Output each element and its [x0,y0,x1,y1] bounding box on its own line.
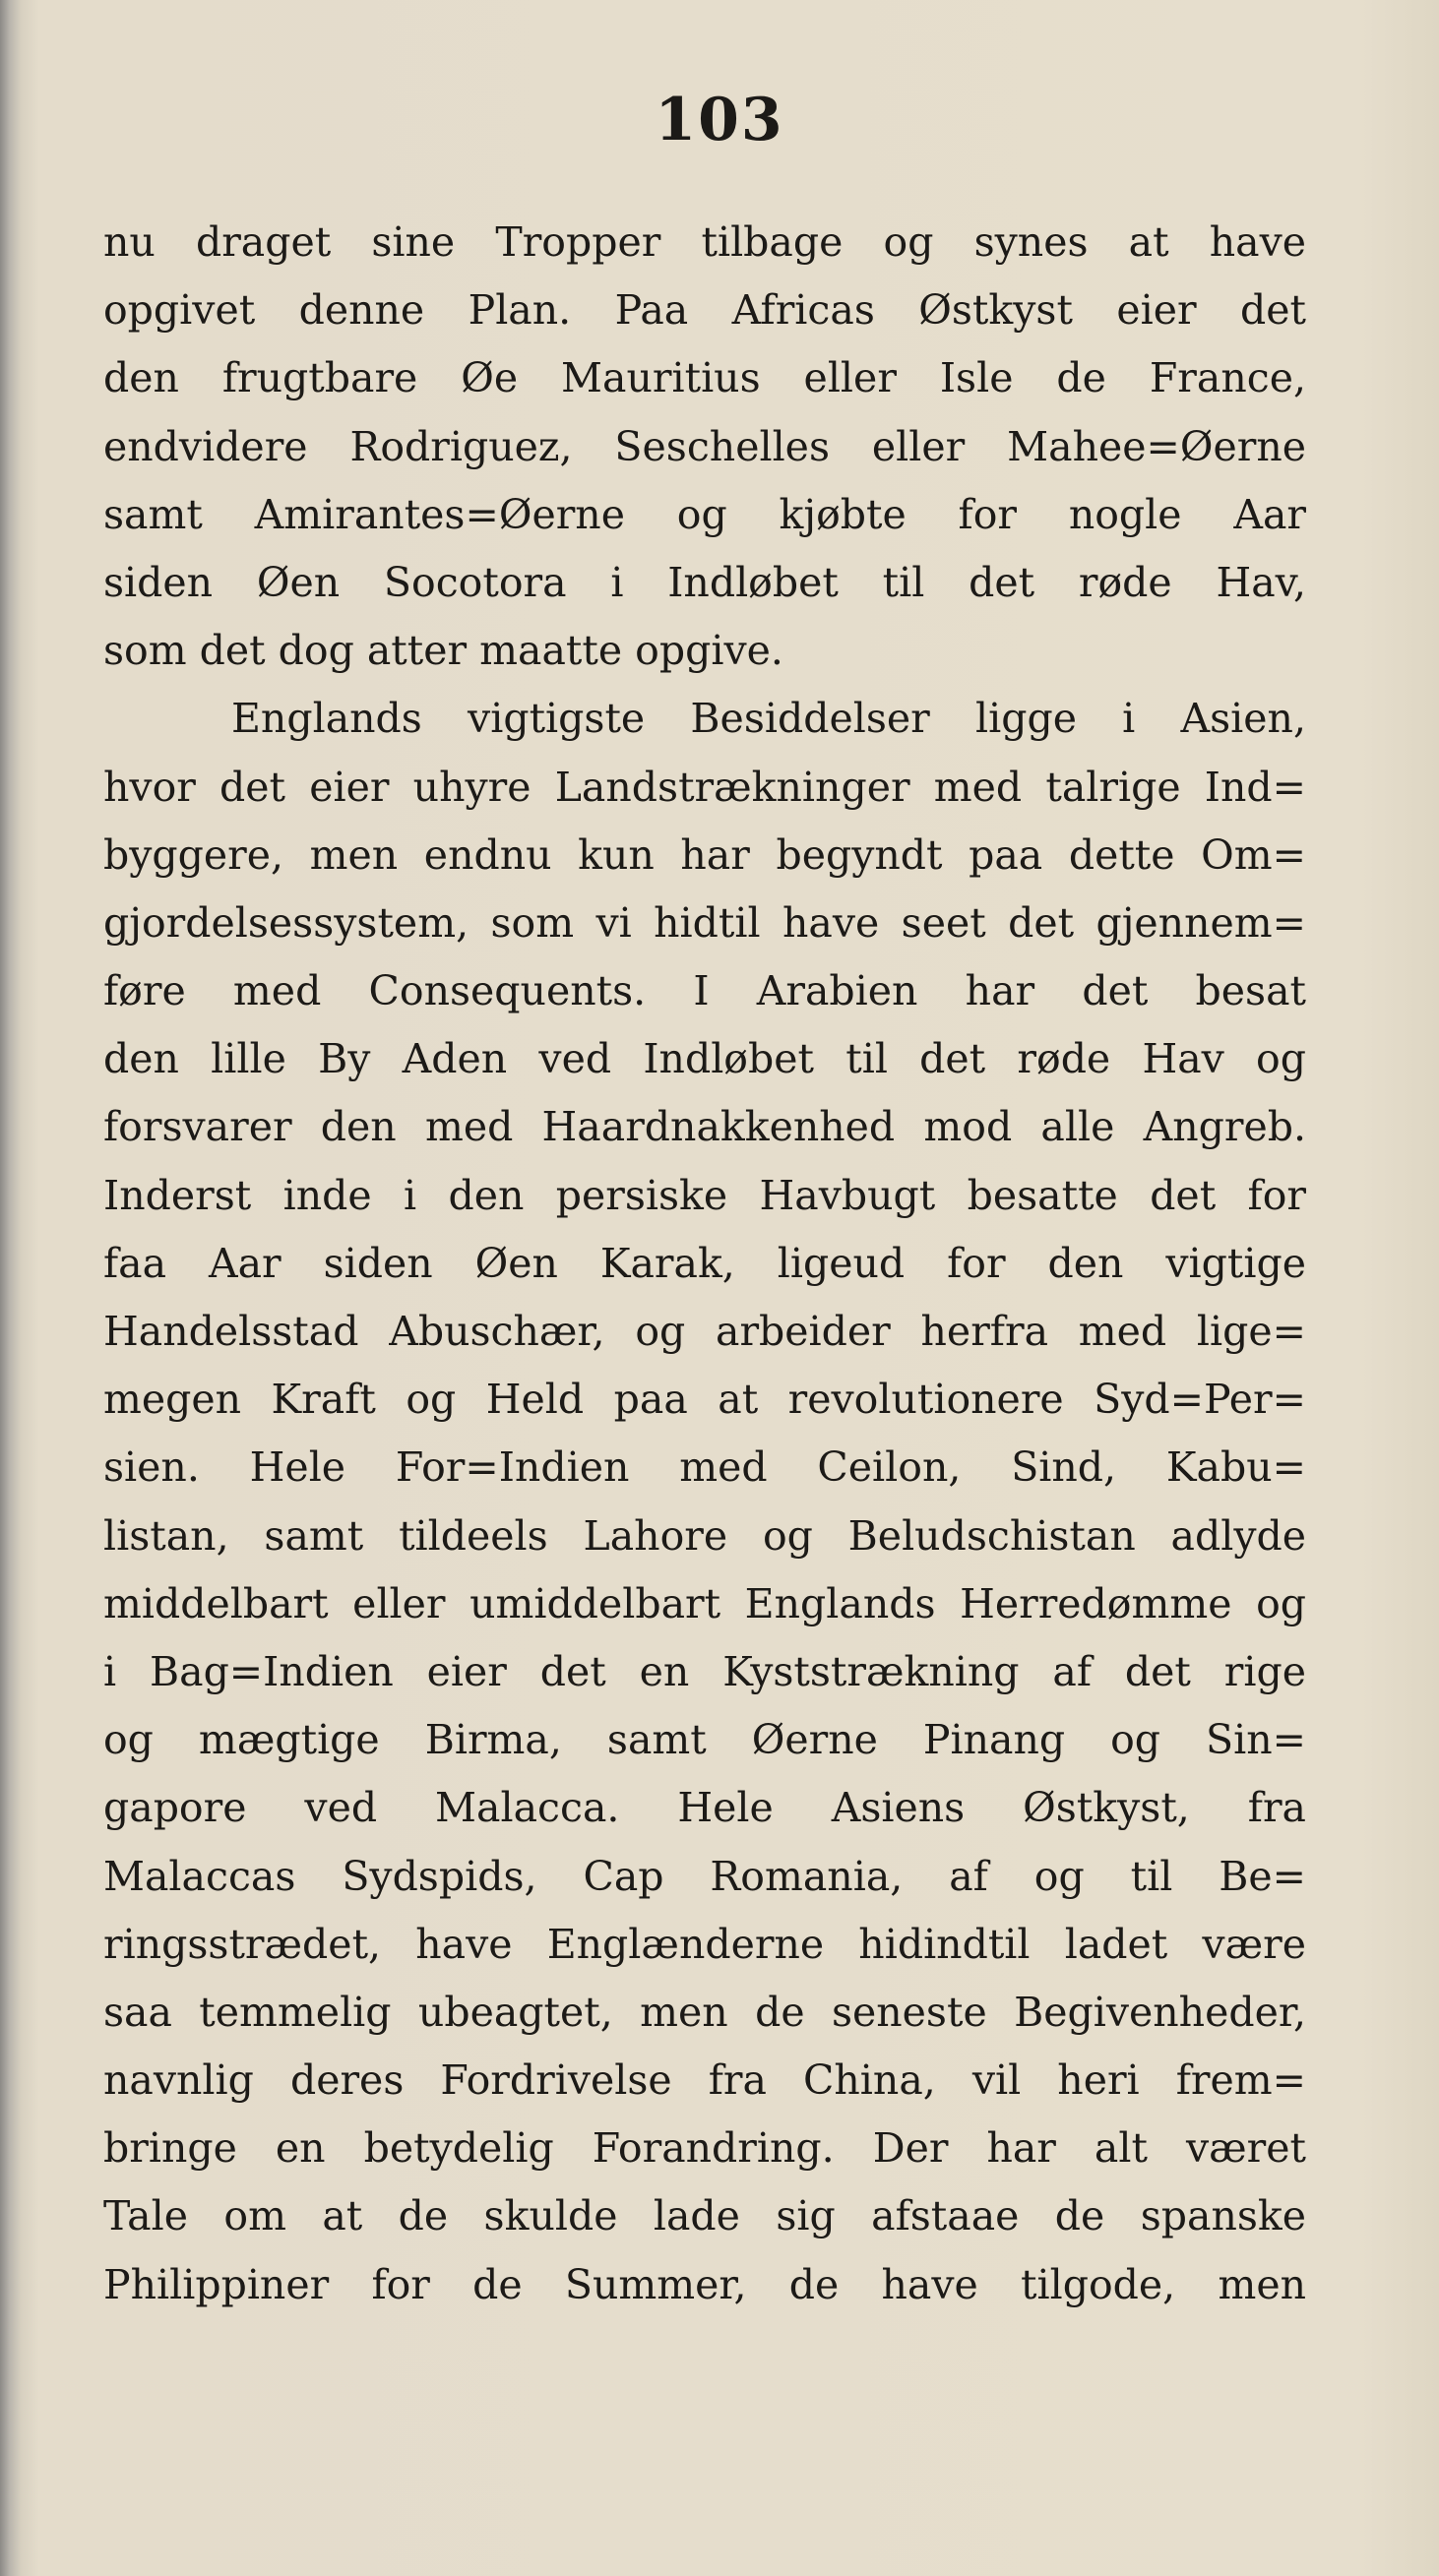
text-line: den frugtbare Øe Mauritius eller Isle de France, [103,354,1306,402]
text-line: Malaccas Sydspids, Cap Romania, af og til Be= [103,1852,1306,1900]
text-line: siden Øen Socotora i Indløbet til det røde Hav, [103,558,1306,606]
text-line: faa Aar siden Øen Karak, ligeud for den vigtige [103,1239,1306,1287]
text-line: gjordelsessystem, som vi hidtil have seet det gjennem= [103,898,1306,947]
text-line: endvidere Rodriguez, Seschelles eller Mahee=Øerne [103,422,1306,470]
text-line: byggere, men endnu kun har begyndt paa dette Om= [103,830,1306,879]
text-line: bringe en betydelig Forandring. Der har alt været [103,2124,1306,2173]
text-line: opgivet denne Plan. Paa Africas Østkyst eier det [103,286,1306,335]
paragraph-end-line: som det dog atter maatte opgive. [103,627,783,675]
text-line: ringsstrædet, have Englænderne hidindtil ladet være [103,1920,1306,1968]
text-line: listan, samt tildeels Lahore og Beludschistan adlyde [103,1511,1306,1560]
text-line: i Bag=Indien eier det en Kyststrækning af det rige [103,1647,1306,1695]
body-text [103,209,1306,2319]
text-line: forsvarer den med Haardnakkenhed mod alle Angreb. [103,1103,1306,1151]
text-line: gapore ved Malacca. Hele Asiens Østkyst, fra [103,1784,1306,1832]
text-line: samt Amirantes=Øerne og kjøbte for nogle Aar [103,490,1306,538]
text-line: den lille By Aden ved Indløbet til det røde Hav og [103,1035,1306,1083]
text-line: megen Kraft og Held paa at revolutionere Syd=Per= [103,1376,1306,1424]
text-line: og mægtige Birma, samt Øerne Pinang og Sin= [103,1716,1306,1764]
text-line: Tale om at de skulde lade sig afstaae de spanske [103,2192,1306,2240]
text-line: Inderst inde i den persiske Havbugt besatte det for [103,1171,1306,1219]
paragraph-start-line: Englands vigtigste Besiddelser ligge i Asien, [231,695,1306,743]
text-line: Handelsstad Abuschær, og arbeider herfra med lige= [103,1308,1306,1355]
text-line: middelbart eller umiddelbart Englands Herredømme og [103,1579,1306,1627]
text-line: nu draget sine Tropper tilbage og synes at have [103,218,1306,266]
text-line: Philippiner for de Summer, de have tilgode, men [103,2260,1306,2308]
text-line: navnlig deres Fordrivelse fra China, vil heri frem= [103,2056,1306,2105]
text-line: hvor det eier uhyre Landstrækninger med talrige Ind= [103,763,1306,811]
page-number: 103 [655,86,784,154]
text-line: saa temmelig ubeagtet, men de seneste Begivenheder, [103,1988,1306,2036]
text-line: sien. Hele For=Indien med Ceilon, Sind, Kabu= [103,1443,1306,1492]
text-line: føre med Consequents. I Arabien har det besat [103,967,1306,1015]
